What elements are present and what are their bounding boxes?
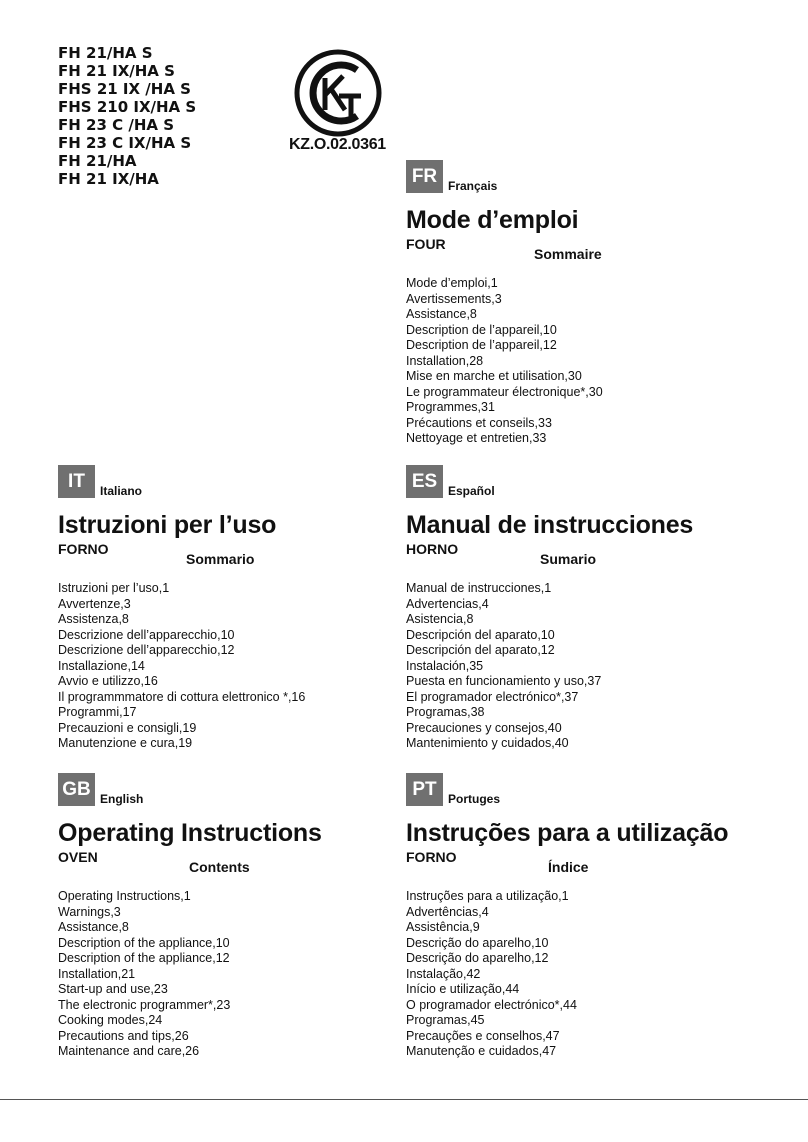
summary-title: Sommaire: [534, 246, 602, 262]
section-subtitle: FORNO: [406, 849, 457, 865]
section-subtitle: OVEN: [58, 849, 98, 865]
toc-item: Maintenance and care,26: [58, 1044, 200, 1058]
model-name: FHS 21 IX /HA S: [58, 80, 191, 98]
language-name: Portuges: [448, 792, 501, 806]
toc-item: Assistance,8: [58, 920, 129, 934]
model-name: FHS 210 IX/HA S: [58, 98, 197, 116]
toc-item: Precauzioni e consigli,19: [58, 720, 197, 735]
toc-item: Assistance,8: [406, 307, 477, 321]
toc-item: El programador electrónico*,37: [406, 689, 579, 704]
toc-item: Mantenimiento y cuidados,40: [406, 736, 569, 750]
table-of-contents: [58, 581, 305, 752]
toc-item: Manual de instrucciones,1: [406, 581, 552, 595]
section-title: Mode d’emploi: [406, 206, 579, 234]
language-name: Italiano: [100, 484, 143, 498]
section-title: Manual de instrucciones: [406, 511, 694, 539]
language-name: English: [100, 792, 144, 806]
toc-item: Programas,45: [406, 1013, 485, 1027]
model-name: FH 21 IX/HA S: [58, 62, 175, 80]
toc-item: The electronic programmer*,23: [58, 997, 231, 1012]
section-subtitle: FORNO: [58, 541, 109, 557]
toc-item: Installazione,14: [58, 658, 145, 673]
toc-item: Instruções para a utilização,1: [406, 889, 569, 903]
toc-item: Descripción del aparato,12: [406, 643, 555, 657]
toc-item: Nettoyage et entretien,33: [406, 431, 547, 445]
toc-item: Manutenção e cuidados,47: [406, 1044, 557, 1058]
toc-item: Précautions et conseils,33: [406, 415, 552, 430]
section-subtitle: FOUR: [406, 236, 446, 252]
summary-title: Sommario: [186, 551, 255, 567]
toc-item: Instalação,42: [406, 966, 481, 981]
toc-item: Asistencia,8: [406, 612, 474, 626]
model-name: FH 21 IX/HA: [58, 170, 159, 188]
toc-item: Instalación,35: [406, 658, 484, 673]
toc-item: Puesta en funcionamiento y uso,37: [406, 674, 602, 688]
table-of-contents: [406, 889, 577, 1060]
toc-item: Precauciones y consejos,40: [406, 720, 562, 735]
toc-item: Avvio e utilizzo,16: [58, 674, 158, 688]
toc-item: Installation,21: [58, 966, 136, 981]
bottom-divider: [0, 1099, 808, 1100]
toc-item: Descripción del aparato,10: [406, 627, 555, 642]
toc-item: Assistenza,8: [58, 612, 129, 626]
toc-item: Início e utilização,44: [406, 982, 520, 996]
toc-item: Description of the appliance,12: [58, 951, 230, 965]
summary-title: Sumario: [540, 551, 597, 567]
toc-item: Precauções e conselhos,47: [406, 1028, 560, 1043]
toc-item: Warnings,3: [58, 904, 121, 919]
toc-item: Descrição do aparelho,12: [406, 951, 549, 965]
model-name: FH 21/HA S: [58, 44, 153, 62]
toc-item: Le programmateur électronique*,30: [406, 384, 603, 399]
toc-item: Programmes,31: [406, 400, 495, 414]
toc-item: Descrição do aparelho,10: [406, 935, 549, 950]
toc-item: Mise en marche et utilisation,30: [406, 369, 582, 383]
toc-item: O programador electrónico*,44: [406, 997, 577, 1012]
toc-item: Installation,28: [406, 353, 484, 368]
summary-title: Contents: [189, 859, 250, 875]
language-badge: GB: [58, 773, 95, 806]
model-name: FH 23 C /HA S: [58, 116, 175, 134]
toc-item: Programas,38: [406, 705, 485, 719]
toc-item: Programmi,17: [58, 705, 137, 719]
model-name: FH 21/HA: [58, 152, 137, 170]
toc-item: Precautions and tips,26: [58, 1028, 189, 1043]
summary-title: Índice: [548, 859, 589, 875]
language-badge: ES: [406, 465, 443, 498]
toc-item: Assistência,9: [406, 920, 480, 934]
section-title: Operating Instructions: [58, 819, 322, 847]
section-title: Instruções para a utilização: [406, 819, 729, 847]
toc-item: Advertências,4: [406, 904, 489, 919]
section-title: Istruzioni per l’uso: [58, 511, 277, 539]
section-subtitle: HORNO: [406, 541, 459, 557]
language-name: Español: [448, 484, 495, 498]
toc-item: Start-up and use,23: [58, 982, 168, 996]
certification-code: KZ.O.02.0361: [289, 136, 386, 153]
language-badge: PT: [406, 773, 443, 806]
language-badge: IT: [58, 465, 95, 498]
table-of-contents: [406, 581, 601, 752]
toc-item: Il programmmatore di cottura elettronico *,16: [58, 689, 306, 704]
toc-item: Advertencias,4: [406, 596, 489, 611]
toc-item: Avertissements,3: [406, 291, 502, 306]
toc-item: Mode d’emploi,1: [406, 276, 498, 290]
table-of-contents: [58, 889, 230, 1060]
language-badge: FR: [406, 160, 443, 193]
toc-item: Description de l’appareil,12: [406, 338, 557, 352]
toc-item: Description de l’appareil,10: [406, 322, 557, 337]
toc-item: Istruzioni per l’uso,1: [58, 581, 170, 595]
model-name: FH 23 C IX/HA S: [58, 134, 192, 152]
toc-item: Manutenzione e cura,19: [58, 736, 193, 750]
toc-item: Operating Instructions,1: [58, 889, 191, 903]
toc-item: Avvertenze,3: [58, 596, 131, 611]
toc-item: Description of the appliance,10: [58, 935, 230, 950]
language-name: Français: [448, 179, 498, 193]
model-list: [58, 44, 196, 188]
toc-item: Descrizione dell’apparecchio,12: [58, 643, 235, 657]
toc-item: Cooking modes,24: [58, 1013, 163, 1027]
certification-logo-icon: [291, 48, 385, 142]
table-of-contents: [406, 276, 603, 447]
toc-item: Descrizione dell’apparecchio,10: [58, 627, 235, 642]
